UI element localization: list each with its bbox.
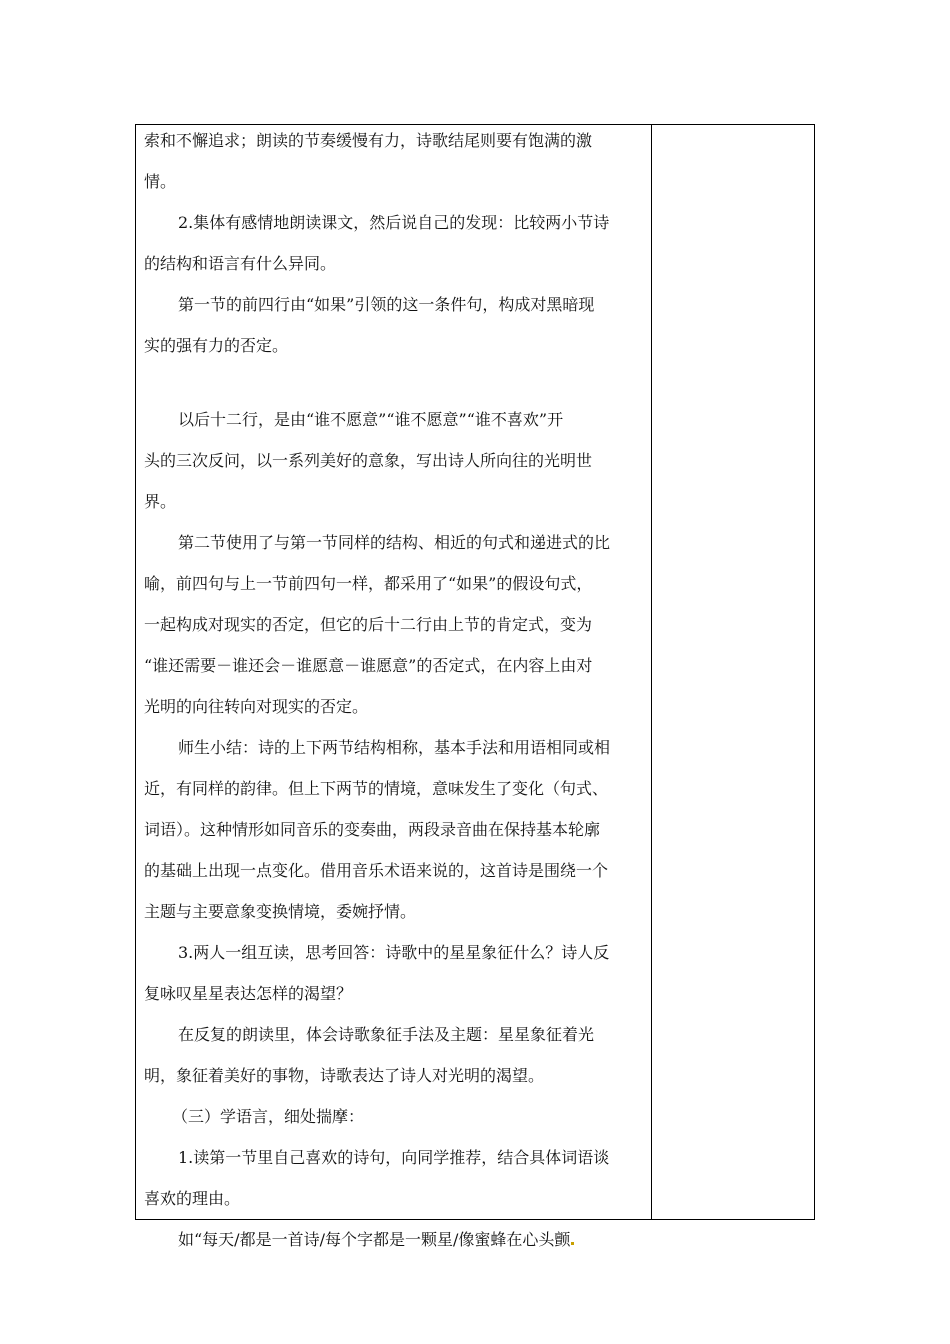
text-line: 喻，前四句与上一节前四句一样，都采用了“如果”的假设句式，: [144, 574, 593, 593]
text-line: 界。: [144, 492, 177, 511]
lesson-table: [135, 124, 815, 1249]
text-line: 3.两人一组互读，思考回答：诗歌中的星星象征什么？诗人反: [178, 943, 610, 962]
text-line: 明，象征着美好的事物，诗歌表达了诗人对光明的渴望。: [144, 1066, 545, 1085]
text-line: 词语）。这种情形如同音乐的变奏曲，两段录音曲在保持基本轮廓: [144, 820, 601, 839]
text-line: 实的强有力的否定。: [144, 336, 289, 355]
text-line: 第二节使用了与第一节同样的结构、相近的句式和递进式的比: [178, 533, 611, 552]
text-line: 主题与主要意象变换情境，委婉抒情。: [144, 902, 417, 921]
text-line: 索和不懈追求；朗读的节奏缓慢有力，诗歌结尾则要有饱满的激: [144, 131, 593, 150]
text-line: 的基础上出现一点变化。借用音乐术语来说的，这首诗是围绕一个: [144, 861, 609, 880]
section-heading: （三）学语言，细处揣摩：: [172, 1107, 365, 1126]
text-line: 光明的向往转向对现实的否定。: [144, 697, 369, 716]
text-line: “谁还需要－谁还会－谁愿意－谁愿意”的否定式，在内容上由对: [144, 656, 593, 675]
text-line: 情。: [144, 172, 177, 191]
text-line: 一起构成对现实的否定，但它的后十二行由上节的肯定式，变为: [144, 615, 593, 634]
text-line: 在反复的朗读里，体会诗歌象征手法及主题：星星象征着光: [178, 1025, 595, 1044]
notes-cell: [652, 125, 814, 1219]
text-line: 近，有同样的韵律。但上下两节的情境，意味发生了变化（句式、: [144, 779, 609, 798]
cursor-mark: [571, 1242, 574, 1245]
text-line: 以后十二行，是由“谁不愿意”“谁不愿意”“谁不喜欢”开: [178, 410, 564, 429]
text-line-last: [178, 1228, 574, 1252]
text-line: 第一节的前四行由“如果”引领的这一条件句，构成对黑暗现: [178, 295, 595, 314]
text-line: 喜欢的理由。: [144, 1189, 241, 1208]
text-line: 1.读第一节里自己喜欢的诗句，向同学推荐，结合具体词语谈: [178, 1148, 610, 1167]
text-line: 2.集体有感情地朗读课文，然后说自己的发现：比较两小节诗: [178, 213, 610, 232]
text-line: 的结构和语言有什么异同。: [144, 254, 337, 273]
text-line: 师生小结：诗的上下两节结构相称，基本手法和用语相同或相: [178, 738, 611, 757]
text-line: 复咏叹星星表达怎样的渴望？: [144, 984, 353, 1003]
text-line-last-text: 如“每天/都是一首诗/每个字都是一颗星/像蜜蜂在心头颤: [178, 1230, 571, 1249]
text-line: 头的三次反问，以一系列美好的意象，写出诗人所向往的光明世: [144, 451, 593, 470]
